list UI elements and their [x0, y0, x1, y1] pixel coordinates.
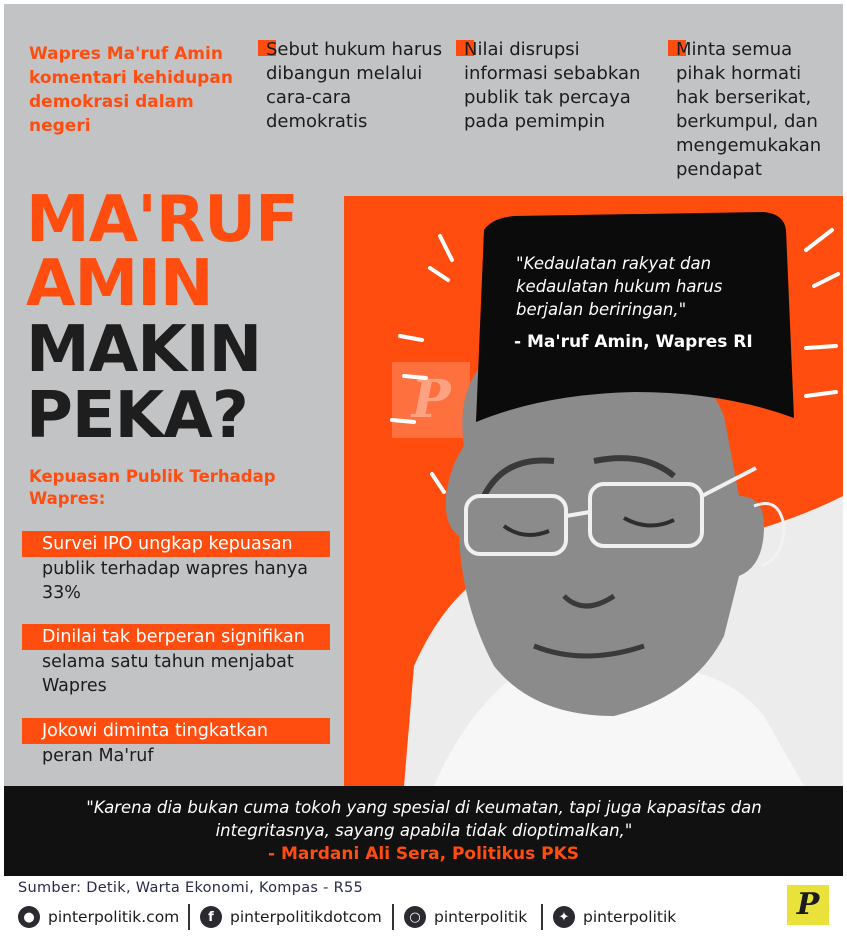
- bottom-quote-box: [4, 786, 843, 876]
- instagram-link[interactable]: [404, 903, 527, 931]
- twitter-link[interactable]: [553, 903, 676, 931]
- title-line-3: MAKIN: [26, 313, 262, 387]
- bottom-quote: "Karena dia bukan cuma tokoh yang spesial di keumatan, tapi juga kapasitas dan integritasnya, sayang apabila tidak dioptimalkan,": [86, 798, 762, 840]
- point-3: [676, 38, 836, 182]
- point-1-text: Sebut hukum harus dibangun melalui cara-cara demokratis: [266, 39, 443, 132]
- title-line-2: AMIN: [26, 247, 213, 321]
- survey-item-2-rest: selama satu tahun menjabat Wapres: [42, 652, 294, 696]
- website-link[interactable]: [18, 903, 179, 931]
- survey-item-1-highlight: Survei IPO ungkap kepuasan: [42, 534, 293, 554]
- survey-item-1-rest: publik terhadap wapres hanya 33%: [42, 559, 308, 603]
- facebook-link[interactable]: [200, 903, 382, 931]
- twitter-label: pinterpolitik: [583, 908, 677, 926]
- website-label: pinterpolitik.com: [48, 908, 180, 926]
- pinterpolitik-logo: P: [787, 885, 829, 925]
- source-text: Sumber: Detik, Warta Ekonomi, Kompas - R55: [18, 880, 364, 896]
- point-1: [266, 38, 451, 134]
- watermark-logo: P: [392, 362, 470, 438]
- survey-heading: Kepuasan Publik Terhadap Wapres:: [29, 467, 276, 508]
- twitter-icon: ✦: [553, 906, 575, 928]
- globe-icon: ●: [18, 906, 40, 928]
- survey-item-2-highlight: Dinilai tak berperan signifikan: [42, 627, 305, 647]
- facebook-icon: f: [200, 906, 222, 928]
- main-quote: "Kedaulatan rakyat dan kedaulatan hukum harus berjalan beriringan,": [516, 254, 723, 319]
- main-quote-author: - Ma'ruf Amin, Wapres RI: [514, 332, 753, 352]
- divider: [392, 904, 394, 930]
- instagram-label: pinterpolitik: [434, 908, 528, 926]
- survey-item-3-rest: peran Ma'ruf: [42, 746, 154, 766]
- bottom-quote-author: - Mardani Ali Sera, Politikus PKS: [267, 844, 580, 864]
- instagram-icon: ○: [404, 906, 426, 928]
- point-2: [464, 38, 649, 134]
- survey-item-3-highlight: Jokowi diminta tingkatkan: [42, 721, 268, 741]
- facebook-label: pinterpolitikdotcom: [230, 908, 382, 926]
- divider: [541, 904, 543, 930]
- intro-text: Wapres Ma'ruf Amin komentari kehidupan demokrasi dalam negeri: [29, 44, 233, 136]
- point-2-text: Nilai disrupsi informasi sebabkan publik tak percaya pada pemimpin: [464, 39, 641, 132]
- title-line-4: PEKA?: [26, 379, 248, 453]
- divider: [188, 904, 190, 930]
- title-line-1: MA'RUF: [26, 183, 298, 257]
- infographic: [4, 4, 843, 876]
- point-3-text: Minta semua pihak hormati hak berserikat, berkumpul, dan mengemukakan pendapat: [676, 39, 822, 180]
